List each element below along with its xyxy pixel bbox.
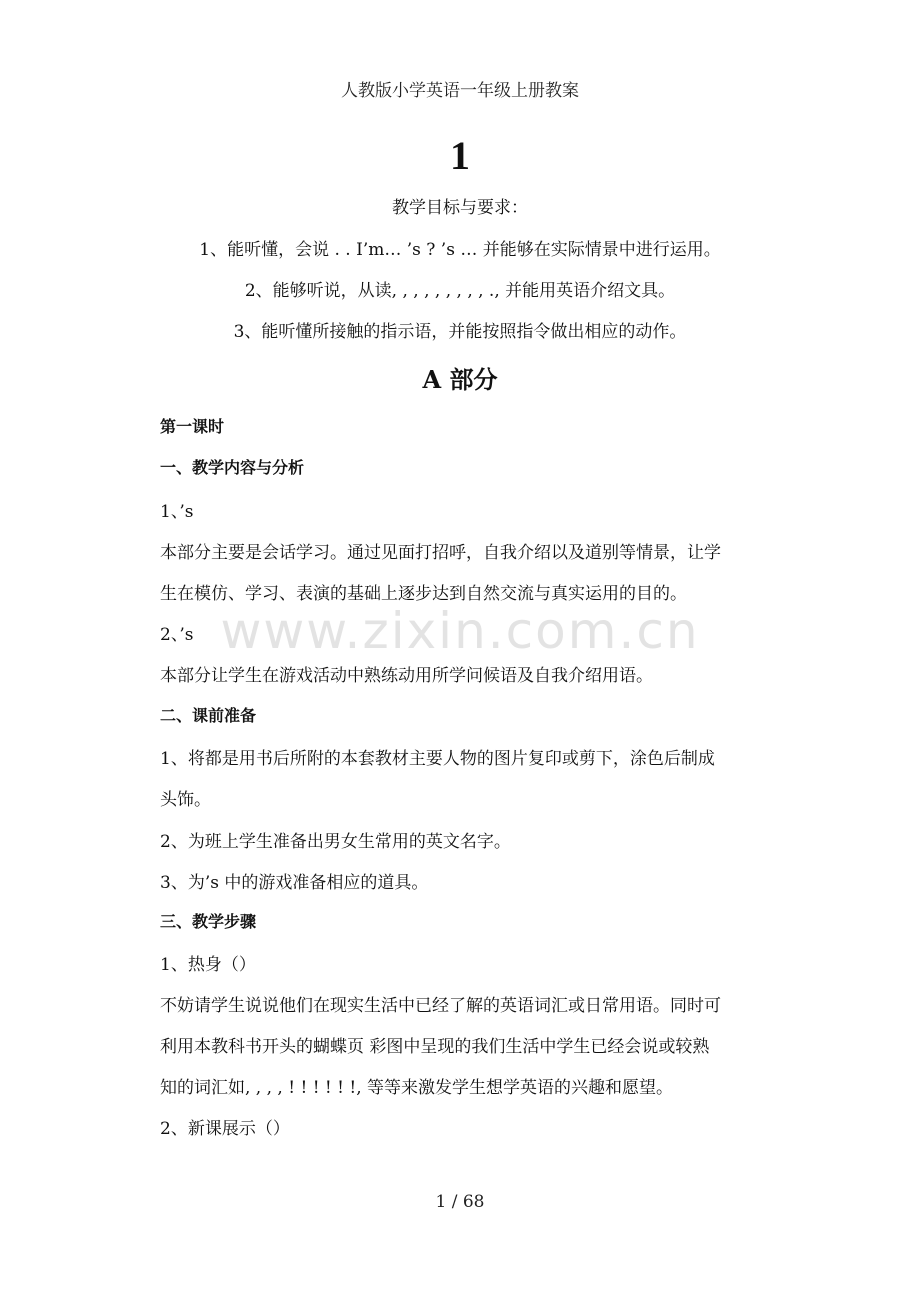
watermark: www.zixin.com.cn xyxy=(220,602,700,660)
part2-item: 3、为’s 中的游戏准备相应的道具。 xyxy=(160,873,429,893)
part2-item: 1、将都是用书后所附的本套教材主要人物的图片复印或剪下，涂色后制成 xyxy=(160,749,715,769)
part1-item: 本部分主要是会话学习。通过见面打招呼，自我介绍以及道别等情景，让学 xyxy=(160,543,721,563)
part3-item: 不妨请学生说说他们在现实生活中已经了解的英语词汇或日常用语。同时可 xyxy=(160,996,721,1016)
part2-item: 头饰。 xyxy=(160,790,211,810)
lesson-heading: 第一课时 xyxy=(160,417,225,436)
part3-item: 知的词汇如, , , , ! ! ! ! ! !, 等等来激发学生想学英语的兴趣和愿望。 xyxy=(160,1078,674,1098)
part3-heading: 三、教学步骤 xyxy=(160,912,257,931)
part1-item: 2、’s xyxy=(160,625,194,645)
part3-item: 1、热身（） xyxy=(160,955,256,975)
part2-heading: 二、课前准备 xyxy=(160,706,257,725)
part3-item: 2、新课展示（） xyxy=(160,1119,290,1139)
running-header: 人教版小学英语一年级上册教案 xyxy=(341,81,579,101)
part1-heading: 一、教学内容与分析 xyxy=(160,458,305,477)
unit-number: 1 xyxy=(450,133,470,178)
part3-item: 利用本教科书开头的蝴蝶页 彩图中呈现的我们生活中学生已经会说或较熟 xyxy=(160,1037,710,1057)
objective-2: 2、能够听说，从读, , , , , , , , , ., 并能用英语介绍文具。 xyxy=(244,281,676,301)
page-number: 1 / 68 xyxy=(435,1192,485,1212)
part1-item: 1、’s xyxy=(160,502,194,522)
objective-1: 1、能听懂，会说 . . I’m… ’s ? ’s … 并能够在实际情景中进行运用。 xyxy=(199,240,721,260)
part1-item: 生在模仿、学习、表演的基础上逐步达到自然交流与真实运用的目的。 xyxy=(160,584,687,604)
objective-3: 3、能听懂所接触的指示语，并能按照指令做出相应的动作。 xyxy=(233,322,687,342)
section-title: A 部分 xyxy=(422,365,498,394)
part1-item: 本部分让学生在游戏活动中熟练动用所学问候语及自我介绍用语。 xyxy=(160,666,653,686)
part2-item: 2、为班上学生准备出男女生常用的英文名字。 xyxy=(160,832,511,852)
objectives-title: 教学目标与要求： xyxy=(392,198,528,218)
